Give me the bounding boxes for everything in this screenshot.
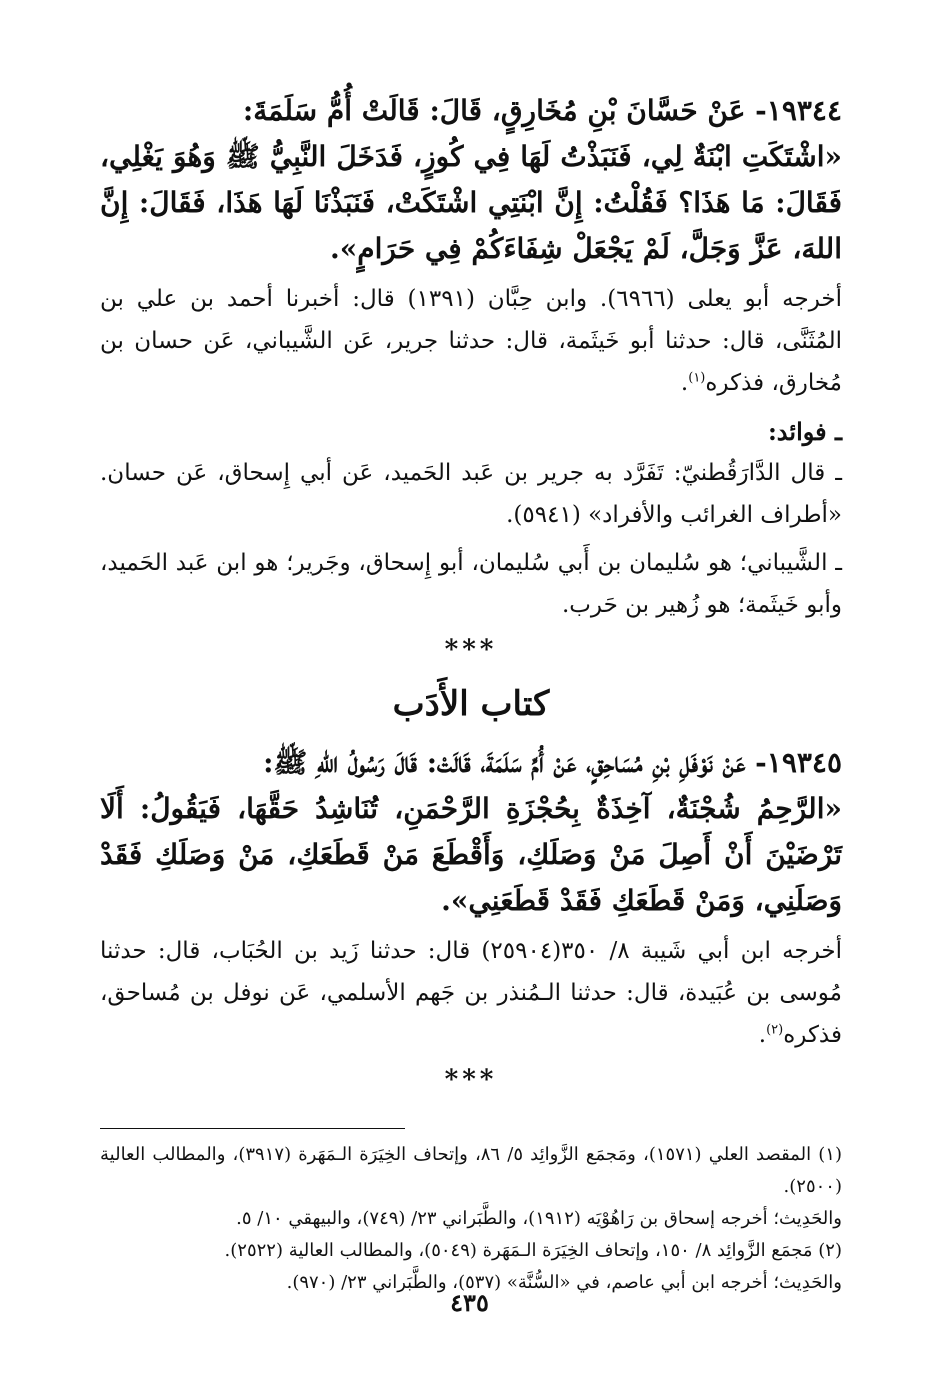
footnote: والحَدِيث؛ أخرجه إسحاق بن رَاهُوْيَه (١٩١٢)، والطَّبَراني ٢٣/ (٧٤٩)، والبيهقي ١٠/ ٥. [236, 1208, 842, 1229]
hadith-text: «اشْتَكَتِ ابْنَةٌ لِي، فَنَبَذْتُ لَهَا فِي كُوزٍ، فَدَخَلَ النَّبِيُّ ﷺ وَهُوَ يَغْلِي، فَقَالَ: مَا هَذَا؟ فَقُلْتُ: إِنَّ ابْنَتِي اشْتَكَتْ، فَنَبَذْنَا لَهَا هَذَا، فَقَالَ: إِنَّ اللهَ، عَزَّ وَجَلَّ، لَمْ يَجْعَلْ شِفَاءَكُمْ فِي حَرَامٍ». [100, 140, 842, 265]
footnote: (٢) مَجمَع الزَّوائِد ٨/ ١٥٠، وإتحاف الخِيَرَة الـمَهَرة (٥٠٤٩)، والمطالب العالية (٢٥٢٢). [224, 1240, 842, 1261]
footnote-divider-wrap [100, 1128, 842, 1129]
page-number: ٤٣٥ [450, 1288, 489, 1317]
footnote-ref[interactable]: (١) [688, 370, 706, 386]
book-page [100, 88, 842, 1344]
book-title: كتاب الأَدَب [392, 684, 550, 724]
section-separator: *** [444, 635, 498, 665]
fawaid-note: ـ قال الدَّارَقُطنيّ: تَفَرَّد به جرير بن عَبد الحَميد، عَن أبي إِسحاق، عَن حسان. «أطراف الغرائب والأفراد» (٥٩٤١). [100, 460, 842, 528]
footnote: (١) المقصد العلي (١٥٧١)، ومَجمَع الزَّوائِد ٥/ ٨٦، وإتحاف الخِيَرَة الـمَهَرة (٣٩١٧)، والمطالب العالية (٢٥٠٠). [100, 1144, 842, 1197]
takhrij-paragraph: أخرجه ابن أبي شَيبة ٨/ ٣٥٠(٢٥٩٠٤) قال: حدثنا زَيد بن الحُبَاب، قال: حدثنا مُوسى بن عُبَيدة، قال: حدثنا الـمُنذر بن جَهم الأسلمي، عَن نوفل بن مُساحق، فذكره$^{(٢)}$. [100, 938, 842, 1048]
fawaid-note: ـ الشَّيباني؛ هو سُليمان بن أَبي سُليمان، أبو إِسحاق، وجَرير؛ هو ابن عَبد الحَميد، وأبو خَيثَمة؛ هو زُهير بن حَرب. [100, 550, 842, 618]
footnote-divider [100, 1128, 405, 1129]
footnote-ref[interactable]: (٢) [766, 1022, 784, 1038]
footnotes [100, 1139, 842, 1299]
footnote: والحَدِيث؛ أخرجه ابن أبي عاصم، في «السُّنَّة» (٥٣٧)، والطَّبَراني ٢٣/ (٩٧٠). [286, 1272, 842, 1293]
takhrij-text: أخرجه ابن أبي شَيبة ٨/ ٣٥٠(٢٥٩٠٤) قال: حدثنا زَيد بن الحُبَاب، قال: حدثنا مُوسى بن عُبَيدة، قال: حدثنا الـمُنذر بن جَهم الأسلمي، عَن نوفل بن مُساحق، فذكره [100, 938, 842, 1048]
hadith-heading: ١٩٣٤٤- عَنْ حَسَّانَ بْنِ مُخَارِقٍ، قَالَ: قَالَتْ أُمُّ سَلَمَةَ: [242, 94, 842, 127]
takhrij-text: أخرجه أبو يعلى (٦٩٦٦). وابن حِبَّان (١٣٩١) قال: أخبرنا أحمد بن علي بن المُثَنَّى، قال: حدثنا أبو خَيثَمة، قال: حدثنا جرير، عَن الشَّيباني، عَن حسان بن مُخارق، فذكره [100, 286, 842, 396]
fawaid-heading: ـ فوائد: [767, 417, 842, 446]
hadith-heading: ١٩٣٤٥- عَنْ نَوْفَلِ بْنِ مُسَاحِقٍ، عَنْ أُمِّ سَلَمَةَ، قَالَتْ: قَالَ رَسُولُ اللهِ ﷺ: [263, 746, 842, 779]
section-separator: *** [444, 1065, 498, 1095]
hadith-text: «الرَّحِمُ شُجْنَةٌ، آخِذَةٌ بِحُجْزَةِ الرَّحْمَنِ، تُنَاشِدُ حَقَّهَا، فَيَقُولُ: أَلَا تَرْضَيْنَ أَنْ أَصِلَ مَنْ وَصَلَكِ، وَأَقْطَعَ مَنْ قَطَعَكِ، مَنْ وَصَلَكِ فَقَدْ وَصَلَنِي، وَمَنْ قَطَعَكِ فَقَدْ قَطَعَنِي». [100, 792, 842, 917]
takhrij-paragraph: أخرجه أبو يعلى (٦٩٦٦). وابن حِبَّان (١٣٩١) قال: أخبرنا أحمد بن علي بن المُثَنَّى، قال: حدثنا أبو خَيثَمة، قال: حدثنا جرير، عَن الشَّيباني، عَن حسان بن مُخارق، فذكره$^{(١)}$. [100, 286, 842, 396]
